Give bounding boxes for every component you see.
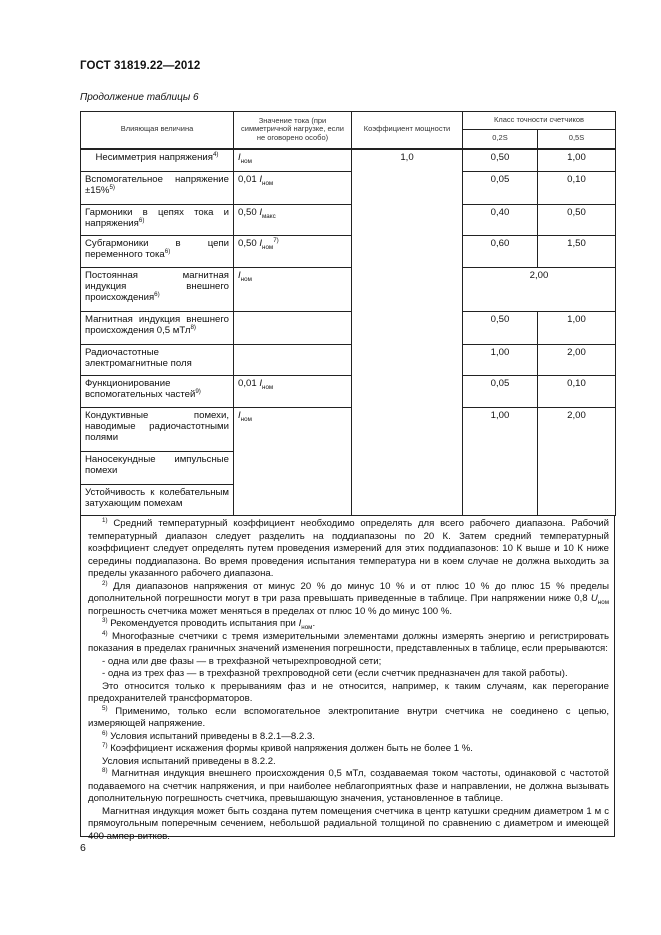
table-row: [81, 312, 616, 345]
table-row: [81, 149, 616, 172]
current-cell: $I_{ном}$: [234, 408, 352, 516]
header-param: Влияющая величина: [81, 112, 234, 149]
footnote-8: $^{8)}$ Магнитная индукция внешнего происхождения 0,5 мТл, создаваемая током частоты, одинаковой с частотой подаваемого на счетчик напряжения, и при наиболее неблагоприятных фазе и направлении, не должна вызывать дополнительную погрешность счетчика, превышающую значения, установленное в таблице.: [88, 766, 609, 804]
table-row: [81, 408, 616, 452]
coef-cell: 1,0: [352, 149, 463, 516]
value-02s: 0,60: [463, 236, 538, 268]
param-cell: Радиочастотные электромагнитные поля: [81, 345, 234, 376]
value-merged: 2,00: [463, 268, 616, 312]
current-cell: $I_{ном}$: [234, 149, 352, 172]
table-row: [81, 376, 616, 408]
param-cell: Гармоники в цепях тока и напряжения$^{6)}$: [81, 205, 234, 236]
header-current: Значение тока (при симметричной нагрузке, если не оговорено особо): [234, 112, 352, 149]
value-02s: 0,05: [463, 172, 538, 205]
footnote-7-extra: Условия испытаний приведены в 8.2.2.: [102, 755, 276, 767]
value-02s: 0,50: [463, 312, 538, 345]
param-cell: Магнитная индукция внешнего происхождения 0,5 мТл$^{8)}$: [81, 312, 234, 345]
header-class-02s: 0,2S: [463, 130, 538, 149]
value-05s: 0,10: [538, 376, 616, 408]
current-cell: 0,01 $I_{ном}$: [234, 172, 352, 205]
footnote-4: $^{4)}$ Многофазные счетчики с тремя измерительными элементами должны измерять энергию и регистрировать показания в пределах граничных значений изменения погрешности, представленных в таблице, если прерываются:: [88, 629, 609, 654]
value-05s: 2,00: [538, 345, 616, 376]
current-cell: 0,50 $I_{ном}^{7)}$: [234, 236, 352, 268]
value-05s: 1,50: [538, 236, 616, 268]
current-cell: [234, 345, 352, 376]
param-cell: Несимметрия напряжения$^{4)}$: [81, 149, 234, 172]
table-row: [81, 205, 616, 236]
param-cell: Кондуктивные помехи, наводимые радиочастотными полями: [81, 408, 234, 452]
footnote-2: $^{2)}$ Для диапазонов напряжения от минус 20 % до минус 10 % и от плюс 10 % до плюс 15 % пределы дополнительной погрешности могут в три раза превышать приведенные в таблице. При напряжении ниже 0,8 $U_{ном}$ погрешность счетчика может меняться в пределах от плюс 10 % до минус 100 %.: [88, 579, 609, 617]
table-row: [81, 236, 616, 268]
header-coef: Коэффициент мощности: [352, 112, 463, 149]
footnote-8-tail: Магнитная индукция может быть создана путем помещения счетчика в центр катушки средним диаметром 1 м с прямоугольным поперечным сечением, небольшой радиальной толщиной по сравнению с диаметром и имеющей 400 ампер-витков.: [88, 805, 609, 842]
table-row: [81, 268, 616, 312]
header-class: Класс точности счетчиков: [463, 112, 616, 130]
footnote-6: $^{6)}$ Условия испытаний приведены в 8.2.1—8.2.3.: [102, 729, 315, 742]
influence-table: [80, 111, 616, 516]
document-id: ГОСТ 31819.22—2012: [80, 60, 201, 72]
value-05s: 2,00: [538, 408, 616, 516]
value-02s: 0,05: [463, 376, 538, 408]
table-row: [81, 345, 616, 376]
current-cell: $I_{ном}$: [234, 268, 352, 312]
header-class-05s: 0,5S: [538, 130, 616, 149]
table-footnotes: [80, 515, 615, 842]
footnote-1: $^{1)}$ Средний температурный коэффициент необходимо определять для всего рабочего диапазона. Рабочий температурный диапазон следует разделить на поддиапазоны по 20 К. Затем средний температурный коэффициент следует определять путем проведения измерений для этих поддиапазонов: 10 К выше и 10 К ниже середины поддиапазона. Во время проведения испытания температура ни в коем случае не должна выходить за пределы указанного рабочего диапазона.: [88, 516, 609, 579]
footnote-3: $^{3)}$ Рекомендуется проводить испытания при $I_{ном}$.: [102, 616, 316, 631]
param-cell: Вспомогательное напряжение ±15%$^{5)}$: [81, 172, 234, 205]
value-02s: 0,50: [463, 149, 538, 172]
table-row: [81, 172, 616, 205]
value-02s: 0,40: [463, 205, 538, 236]
value-02s: 1,00: [463, 408, 538, 516]
param-cell: Постоянная магнитная индукция внешнего происхождения$^{6)}$: [81, 268, 234, 312]
param-cell: Субгармоники в цепи переменного тока$^{6)}$: [81, 236, 234, 268]
value-02s: 1,00: [463, 345, 538, 376]
value-05s: 0,10: [538, 172, 616, 205]
footnote-4-tail: Это относится только к прерываниям фаз и не относится, например, к таким случаям, как перегорание предохранителей трансформаторов.: [88, 680, 609, 704]
footnote-4-item: - одна из трех фаз — в трехфазной трехпроводной сети (если счетчик предназначен для такой работы).: [102, 668, 568, 679]
current-cell: 0,50 $I_{макс}$: [234, 205, 352, 236]
value-05s: 1,00: [538, 312, 616, 345]
param-cell: Наносекундные импульсные помехи: [81, 452, 234, 485]
page-number: 6: [80, 842, 86, 854]
footnote-5: $^{5)}$ Применимо, только если вспомогательное электропитание внутри счетчика не соединено с цепью, измеряющей напряжение.: [88, 704, 609, 729]
current-cell: [234, 312, 352, 345]
value-05s: 1,00: [538, 149, 616, 172]
value-05s: 0,50: [538, 205, 616, 236]
current-cell: 0,01 $I_{ном}$: [234, 376, 352, 408]
table-caption: Продолжение таблицы 6: [80, 92, 199, 103]
param-cell: Устойчивость к колебательным затухающим помехам: [81, 485, 234, 516]
footnote-7: $^{7)}$ Коэффициент искажения формы кривой напряжения должен быть не более 1 %.: [102, 741, 473, 754]
footnote-4-item: - одна или две фазы — в трехфазной четырехпроводной сети;: [102, 655, 382, 667]
param-cell: Функционирование вспомогательных частей$^{9)}$: [81, 376, 234, 408]
